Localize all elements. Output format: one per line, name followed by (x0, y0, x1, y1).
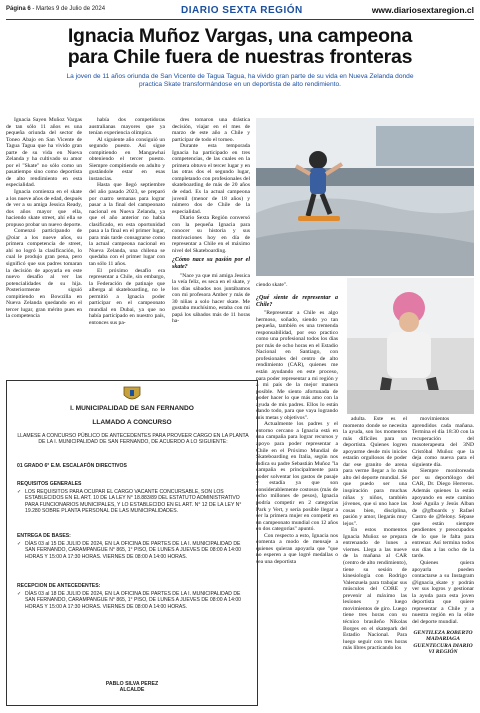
reception-heading: RECEPCION DE ANTECEDENTES: (17, 583, 101, 589)
paragraph: "Nace ya que mi amiga Jessica la veía feliz, es seca en el skate, y los días sábados nos juntábamos con mi profesora Amber y más de 30 niñas a solo hacer skate. Me gustaba muchísimo, estaba con mi papá los sábados más de 11 horas ha- (172, 272, 250, 325)
newspaper-name: DIARIO SEXTA REGIÓN (181, 5, 303, 16)
paragraph: Ignacia Sayen Muñoz Vargas de tan sólo 11 años es una pequeña oriunda del sector de Toneo Abajo en San Vicente de Tagua Tagua que ha vivido gran parte de su vida en Nueva Zelanda y ha cultivado su amor por el "Skate" no sólo como un pasatiempo sino como deportista de alto rendimiento en esta especialidad. (6, 117, 82, 189)
article-headline (6, 26, 474, 68)
photo-caption: ciendo skate". (256, 282, 288, 288)
headline-line-2: para Chile fuera de nuestras fronteras (67, 46, 413, 68)
ad-title: LLAMADO A CONCURSO (92, 419, 172, 426)
paragraph: En estos momentos Ignacia Muñoz se prepara entrenando de lunes a viernes. Llega a las nueve de la mañana al CAR (centro de alto rendimiento), tiene su sesión de kinesiología con Rodrigo Valenzuela para trabajar sus músculos del CORE y prevenir al máximo las lesiones y luego movimientos de giro. Luego tiene tres horas con su técnico brasileño Nikolas Borges en el skatepark del Estadio Nacional. Para luego seguir con tres horas más libres practicando los (343, 527, 407, 652)
paragraph: Siempre monitoreada por su deportólogo del CAR, Dr. Diego Herreros. Además quienes la están apoyando en este camino José Aguila y Jesús Alban de @gfboards y Rafael Castro de @felony. Sépase que están siempre pendientes y preocupados de lo que le falta para entrenar. Así termina todos sus días a las ocho de la tarde. (412, 468, 474, 560)
ad-signature (7, 681, 257, 694)
issue-date: - Martes 9 de Julio de 2024 (32, 6, 106, 12)
ad-bases-delivery (17, 533, 249, 560)
portrait-photo-illustration (347, 278, 474, 414)
reception-text: ✓ DÍAS 03 al 18 DE JULIO DE 2024, EN LA OFICINA DE PARTES DE LA I. MUNICIPALIDAD DE SAN FERNANDO, CARAMPANGUE N° 865, 1° PISO, DE LUNES A JUEVES DE 08:00 A 14:00 HORAS Y 15:00 A 17:30 HORAS. VIERNES DE 08:00 A 14:00 HORAS. (17, 591, 249, 610)
ad-reception (17, 583, 249, 610)
headline-line-1: Ignacia Muñoz Vargas, una campeona (67, 25, 413, 47)
article-column-4 (256, 292, 338, 565)
ad-requirements (17, 481, 249, 514)
paragraph: Comenzó participando de @oiar a los nueve años, su primera competencia de street, ahí no logró la clasificación, lo cual le produjo gran pena, pero significó que sus padres tomaran la decisión de apoyarla en este nuevo desafío al ver las potencialidades de su hija. Posteriormente siguió compitiendo en Bowzilla en Nueva Zelanda quedando en el tercer lugar, gran mérito pues en la competencia (6, 228, 82, 320)
paragraph: Diario Sexta Región conversó con la pequeña Ignacia para conocer su historia y sus motivaciones hoy en día de representar a Chile en el máximo nivel del Skateboarding. (172, 215, 250, 254)
requirements-text: ✓ LOS REQUISITOS PARA OCUPAR EL CARGO VACANTE CONCURSABLE, SON LOS ESTABLECIDOS EN EL ART. 10 DE LA LEY N° 18.883/89 DEL ESTATUTO ADMINISTRATIVO PARA FUNCIONARIOS MUNICIPALES, Y LO ESTABLECIDO EN EL ART. N° 12 DE LA LEY N° 19.280 SOBRE PLANTA PERSONAL DE LAS MUNICIPALIDADES. (17, 489, 249, 514)
page-info (6, 6, 105, 12)
signer-title: ALCALDE (119, 687, 145, 694)
interview-question: ¿Cómo nace su pasión por el skate? (172, 257, 250, 271)
newspaper-url[interactable]: www.diariosextaregion.cl (371, 5, 474, 15)
page-number: Página 6 (6, 6, 31, 12)
article-credit: GENTILEZA ROBERTO MADARIAGA GUENTECURA DIARIO VI REGIÓN (413, 629, 473, 656)
ad-municipality: I. MUNICIPALIDAD DE SAN FERNANDO (70, 405, 194, 412)
paragraph: Quienes quiera apoyarla pueden contactarse a su Instagram @ignacia_skate y podrán ver sus logros y gestionar la ayuda para esta joven deportista que quiere representar a Chile y a nuestra región en la elite del deporte mundial. (412, 560, 474, 625)
municipal-notice-ad (6, 380, 258, 706)
article-column-2 (89, 117, 165, 327)
page-header (6, 4, 474, 20)
paragraph: movimientos aprendidos cada mañana. Termina el día 18:30 con la recuperación del masoterapeuta del 3ND Cristóbal Muñoz que la deja como nueva para el siguiente día. (412, 416, 474, 468)
skatepark-photo-illustration (256, 118, 474, 276)
position-label: 01 GRADO 6° E.M. ESCALAFÓN DIRECTIVOS (17, 463, 127, 469)
article-photo-skatepark (256, 118, 474, 276)
municipal-crest-icon (120, 385, 144, 403)
paragraph: adulta. Este es el momento donde se necesita la ayuda, son los momentos más difíciles para un deportista. Quienes logren apoyarme desde mis inicios estarán orgullosos de poder dar ese granito de arena para verme llegar a lo más alto del deporte mundial. Sé que puedo ser una inspiración para muchas niñas y niños, también jóvenes, que si uno hace las cosas bien, disciplina, pasión y amor, llegarás muy lejos". (343, 416, 407, 527)
paragraph: Durante esta temporada Ignacia ha participado en tres competencias, de las cuales en la primera obtuvo el tercer lugar y en las otras dos el segundo lugar, completando con profesionales del skateboarding de más de 20 años de edad. Es la actual campeona juvenil (menor de 18 años) y número dos de Chile de la especialidad. (172, 143, 250, 215)
article-subhead: La joven de 11 años oriunda de San Vicente de Tagua Tagua, ha vivido gran parte de su vida en Nueva Zelanda donde practica Skate transformándose en un deportista de alto rendimiento. (66, 73, 414, 88)
paragraph: Con respecto a esto, Ignacia nos comenta a modo de mensaje a quienes quieran apoyarla que "que no esperen a que logré medallas o sea una deportista (256, 532, 338, 565)
paragraph: Hasta que llegó septiembre del año pasado 2023, se preparó por cuatro semanas para lograr pasar a la final del campeonato nacional en Nueva Zelanda, ya que el año anterior no había clasificado, en esta oportunidad pasa a la final en el primer lugar, para más tarde consagrarse como la actual campeona nacional en Nueva Zelanda, una chilena se quedaba con el primer lugar con tan sólo 11 años. (89, 182, 165, 268)
article-column-5 (343, 416, 407, 652)
paragraph: El próximo desafío era representar a Chile, sin embargo, la Federación de patinaje que alberga al skateboarding, no le permitió a Ignacia poder participar en el campeonato mundial en Dubai, ya que no había participado en nuestro país, entonces sus pa- (89, 267, 165, 326)
paragraph: dres tomaron una drástica decisión, viajar en el mes de marzo de este año a Chile y participar de todo el torneo. (172, 117, 250, 143)
bases-heading: ENTREGA DE BASES: (17, 533, 71, 539)
paragraph: Ignacia comienza en el skate a los nueve años de edad, después de ver a su amiga Jessica Ready, dos años mayor que ella, haciendo skate street, ahí ella se propuso probar un nuevo deporte. (6, 189, 82, 228)
bases-text: ✓ DÍAS 03 al 15 DE JULIO DE 2024, EN LA OFICINA DE PARTES DE LA I. MUNICIPALIDAD DE SAN FERNANDO, CARAMPANGUE N° 865, 1° PISO, DE LUNES A JUEVES DE 08:00 A 14:00 HORAS Y 15:00 A 17:30 HORAS. VIERNES DE 08:00 A 14:00 HORAS. (17, 541, 249, 560)
ad-position (17, 463, 249, 471)
signer-name: PABLO SILVA PEREZ (105, 681, 159, 687)
article-photo-portrait (347, 278, 474, 414)
paragraph: Actualmente los padres y el entorno cercano a Ignacia está en una campaña para lograr recursos y apoyo para poder representar a Chile en el Próximo Mundial de Skateboarding en Italia, según nos indica su padre Sebastián Muñoz "la campaña es principalmente para poder solventar los gastos de pasaje y estadía ya que son considerablemente costosos (más de ocho millones de pesos), Ignacia podría competir en 2 categorías Park y Vert, y sería posible llegar a ser la primera mujer en competir en un campeonato mundial con 12 años en dos categorías" apuntó. (256, 421, 338, 533)
paragraph: "Representar a Chile es algo hermoso, soñado, siendo yo tan pequeña, también es una tremenda responsabilidad, por eso practico como una profesional todos los días por más de ocho horas en el Estadio Nacional en Santiago, con profesionales del centro de alto rendimiento (CAR), quienes me están ayudando en este proceso, para poder representar a mi región y a mi país de la mejor manera posible. Me siento afortunada de poder hacer lo que más amo con la ayuda de mis padres. Ellos lo están dando todo, para que vaya logrando mis metas y objetivos". (256, 310, 338, 421)
ad-intro: LLAMESE A CONCURSO PÚBLICO DE ANTECEDENTES PARA PROVEER CARGO EN LA PLANTA DE LA I. MUNICIPALIDAD DE SAN FERNANDO, DE ACUERDO A LO SIGUIENTE: (17, 433, 249, 446)
paragraph: Al siguiente año consiguió un segundo puesto. Así sigue compitiendo en Mangawhai obteniendo el tercer puesto. Siempre compitiendo en adulto y gustándole estar en esas instancias. (89, 136, 165, 182)
article-column-1 (6, 117, 82, 320)
article-column-6 (412, 416, 474, 656)
requirements-heading: REQUISITOS GENERALES (17, 481, 82, 487)
paragraph: había dos competidoras australianas mayores que ya tenían experiencia olímpica. (89, 117, 165, 137)
article-column-3 (172, 117, 250, 325)
interview-question: ¿Qué siente de representar a Chile? (256, 295, 338, 308)
